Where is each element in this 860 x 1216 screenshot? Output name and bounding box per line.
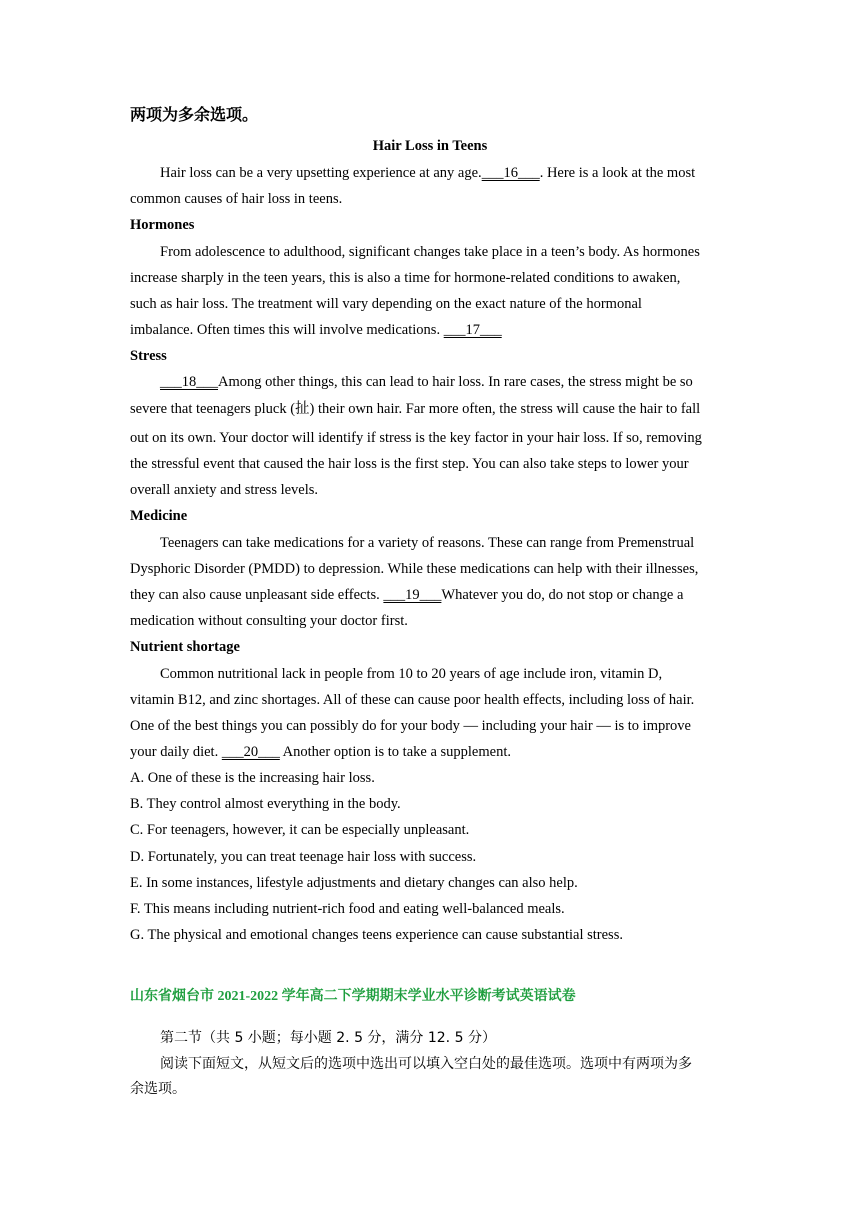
intro-line-1: Hair loss can be a very upsetting experience at any age.___16___. Here is a look at the most	[160, 165, 696, 181]
medicine-line-4: medication without consulting your doctor first.	[130, 613, 408, 629]
intro-line-2: common causes of hair loss in teens.	[130, 191, 343, 207]
stress-line-5: overall anxiety and stress levels.	[130, 482, 319, 498]
nutrient-line-4: your daily diet. ___20___ Another option is to take a supplement.	[130, 744, 511, 760]
section-heading-cn: 两项为多余选项。	[130, 105, 259, 124]
blank-19: ___19___	[383, 587, 442, 603]
passage-title: Hair Loss in Teens	[372, 138, 488, 154]
hormones-line-2: increase sharply in the teen years, this is also a time for hormone-related conditions to awaken,	[130, 270, 681, 286]
stress-line-4: the stressful event that caused the hair loss is the first step. You can also take steps to lower your	[130, 456, 689, 472]
section-instruction-line-3: 余选项。	[130, 1081, 186, 1097]
heading-nutrient-shortage: Nutrient shortage	[130, 639, 240, 655]
nutrient-line-3: One of the best things you can possibly do for your body — including your hair — is to improve	[130, 718, 691, 734]
exam-source-heading: 山东省烟台市 2021-2022 学年高二下学期期末学业水平诊断考试英语试卷	[130, 989, 576, 1004]
nutrient-line-2: vitamin B12, and zinc shortages. All of these can cause poor health effects, including loss of hair.	[130, 692, 695, 708]
option-f: F. This means including nutrient-rich food and eating well-balanced meals.	[130, 901, 565, 917]
section-instruction-line-1: 第二节（共 5 小题；每小题 2. 5 分，满分 12. 5 分）	[160, 1030, 496, 1046]
section-instruction-line-2: 阅读下面短文，从短文后的选项中选出可以填入空白处的最佳选项。选项中有两项为多	[160, 1056, 692, 1072]
option-c: C. For teenagers, however, it can be especially unpleasant.	[130, 822, 470, 838]
hormones-line-3: such as hair loss. The treatment will vary depending on the exact nature of the hormonal	[130, 296, 642, 312]
stress-line-1: ___18___Among other things, this can lead to hair loss. In rare cases, the stress might be so	[160, 374, 693, 390]
option-e: E. In some instances, lifestyle adjustments and dietary changes can also help.	[130, 875, 578, 891]
nutrient-line-1: Common nutritional lack in people from 10 to 20 years of age include iron, vitamin D,	[160, 666, 663, 682]
heading-medicine: Medicine	[130, 508, 188, 524]
heading-stress: Stress	[130, 348, 167, 364]
medicine-line-1: Teenagers can take medications for a variety of reasons. These can range from Premenstrual	[160, 535, 695, 551]
hormones-line-1: From adolescence to adulthood, significant changes take place in a teen’s body. As hormones	[160, 244, 700, 260]
blank-16: ___16___	[481, 165, 540, 181]
blank-17: ___17___	[443, 322, 502, 338]
medicine-line-3: they can also cause unpleasant side effects. ___19___Whatever you do, do not stop or change a	[130, 587, 684, 603]
medicine-line-2: Dysphoric Disorder (PMDD) to depression. While these medications can help with their illnesses,	[130, 561, 699, 577]
option-d: D. Fortunately, you can treat teenage hair loss with success.	[130, 849, 477, 865]
stress-line-3: out on its own. Your doctor will identify if stress is the key factor in your hair loss. If so, removing	[130, 430, 702, 446]
heading-hormones: Hormones	[130, 217, 195, 233]
hormones-line-4: imbalance. Often times this will involve medications. ___17___	[130, 322, 502, 338]
option-g: G. The physical and emotional changes teens experience can cause substantial stress.	[130, 927, 623, 943]
option-b: B. They control almost everything in the body.	[130, 796, 401, 812]
stress-line-2: severe that teenagers pluck (扯) their own hair. Far more often, the stress will cause the hair to fall	[130, 401, 701, 417]
option-a: A. One of these is the increasing hair loss.	[130, 770, 375, 786]
blank-20: ___20___	[221, 744, 280, 760]
blank-18: ___18___	[160, 374, 218, 390]
